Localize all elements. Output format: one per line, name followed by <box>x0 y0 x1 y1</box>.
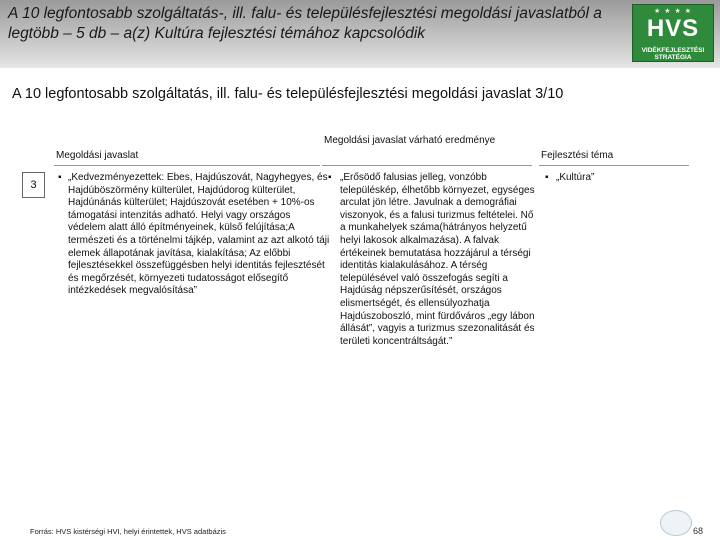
hvs-logo <box>632 4 714 62</box>
header-divider-solution <box>54 165 320 166</box>
logo-subtext: VIDÉKFEJLESZTÉSI STRATÉGIA <box>641 47 705 61</box>
row-number: 3 <box>22 172 45 198</box>
slide-subtitle: A 10 legfontosabb szolgáltatás, ill. falu- és településfejlesztési megoldási javaslat 3/10 <box>12 86 564 102</box>
header-divider-topic <box>539 165 689 166</box>
source-note: Forrás: HVS kistérségi HVI, helyi érintettek, HVS adatbázis <box>30 527 226 536</box>
header-banner <box>0 0 720 68</box>
column-header-solution: Megoldási javaslat <box>56 150 139 161</box>
header-title: A 10 legfontosabb szolgáltatás-, ill. falu- és településfejlesztési megoldási javaslatból a legtöbb – 5 db – a(z) Kultúra fejlesztési témához kapcsolódik <box>8 5 602 42</box>
page-number: 68 <box>693 526 704 536</box>
bullet-icon: ▪ <box>328 172 332 183</box>
topic-text: „Kultúra” <box>556 172 595 183</box>
seal-icon <box>660 510 692 536</box>
bullet-icon: ▪ <box>545 172 549 183</box>
solution-text: „Kedvezményezettek: Ebes, Hajdúszovát, Nagyhegyes, és Hajdúböszörmény külterület, Hajdúdorog külterület, Hajdúnánás külterület; Hajdúszovát esetében + 10%-os támogatási intenzitás adható. Helyi vagy országos védelem alatt álló építményeinek, külső felújítása;A természeti és a történelmi tájkép, valamint az azt alkotó táji elemek állapotának javítása, kialakítása; Az előbbi fejlesztésekkel összefüggésben helyi identitás fejlesztését és megőrzését, környezeti tudatosságot elősegítő intézkedések megvalósítása” <box>68 172 330 297</box>
header-divider-result <box>322 165 532 166</box>
logo-stars: ★ ★ ★ ★ <box>654 8 692 15</box>
column-header-topic: Fejlesztési téma <box>541 150 614 161</box>
bullet-icon: ▪ <box>58 172 62 183</box>
logo-text: HVS <box>646 15 700 42</box>
column-header-result: Megoldási javaslat várható eredménye <box>324 135 496 146</box>
result-text: „Erősödő falusias jelleg, vonzóbb településkép, élhetőbb környezet, egységes arculat jön létre. Javulnak a demográfiai viszonyok, és a falusi turizmus feltételei. Nő a munkahelyek száma(hátrányos helyzetű helyi lakosok alkalmazása). A falvak értékeinek bemutatása hozzájárul a térségi identitás kialakulásához. A térség településével való összefogás segíti a Hajdúság népszerűsítését, országos elismertségét, és ellensúlyozhatja Hajdúszoboszló, mint fürdőváros „egy lábon állását”, vagyis a turizmus szezonalitását és területi koncentráltságát.” <box>340 172 535 347</box>
